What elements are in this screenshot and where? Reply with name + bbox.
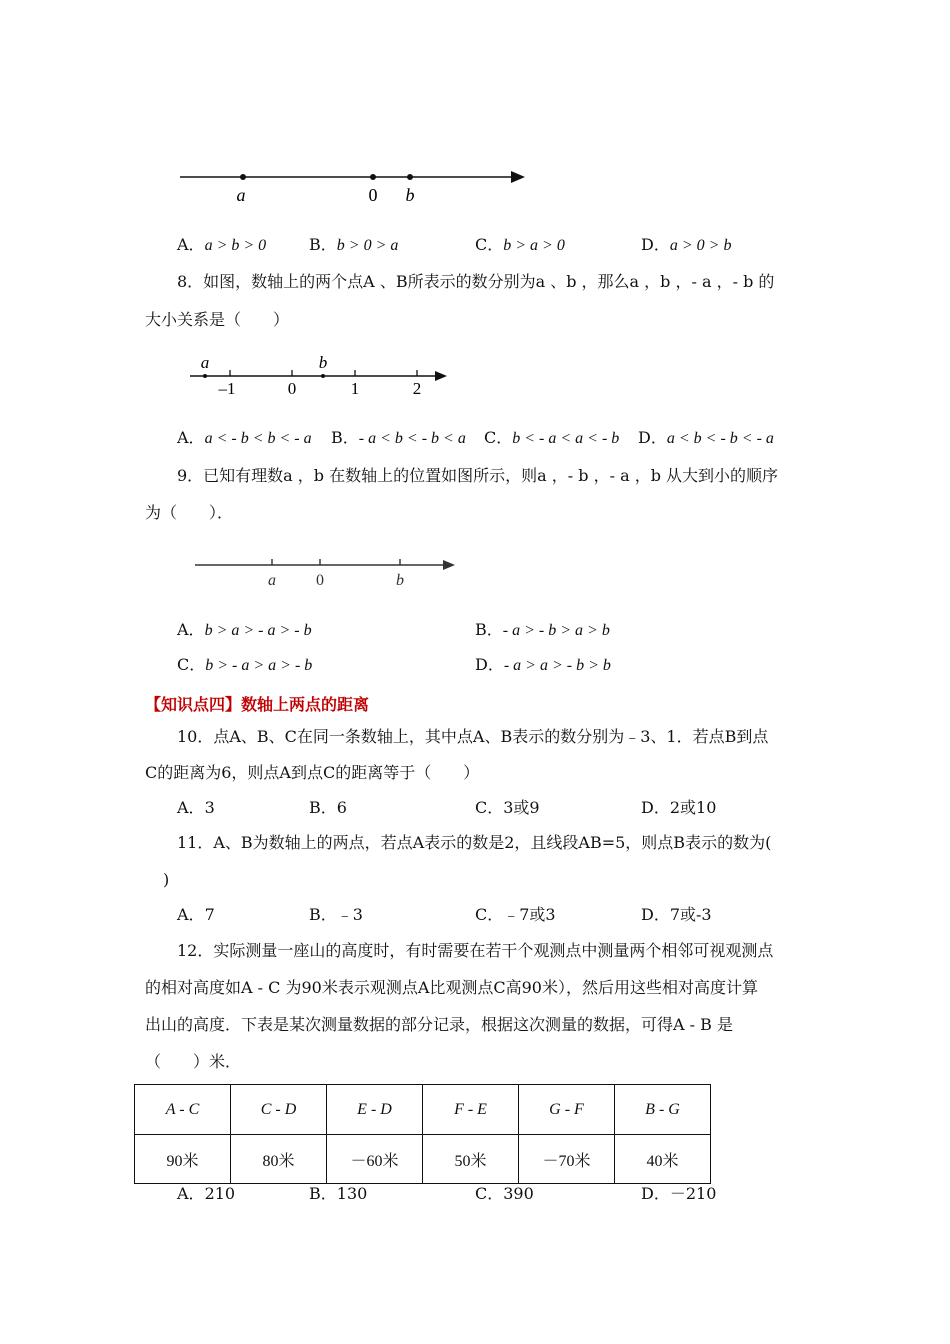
q12-stem-line4: （ ）米． bbox=[145, 1052, 242, 1071]
q10-option-d[interactable]: D．2或10 bbox=[641, 798, 717, 817]
point-a-dot bbox=[203, 374, 207, 378]
q12-option-a[interactable]: A．210 bbox=[177, 1184, 236, 1203]
table-row bbox=[135, 1135, 711, 1184]
tick-label-zero: 0 bbox=[287, 379, 297, 398]
table-cell: 50米 bbox=[423, 1135, 519, 1184]
q9-stem-line1: 9．已知有理数a ，b 在数轴上的位置如图所示，则a ，- b ，- a ，b 从大到小的顺序 bbox=[177, 466, 779, 485]
q10-stem-line2: C的距离为6，则点A到点C的距离等于（ ） bbox=[145, 763, 480, 782]
q10-option-a[interactable]: A．3 bbox=[177, 798, 215, 817]
table-header-row bbox=[135, 1085, 711, 1135]
point-zero-dot bbox=[370, 174, 376, 180]
q9-stem-line2: 为（ ）． bbox=[145, 503, 234, 522]
table-cell: 80米 bbox=[231, 1135, 327, 1184]
q11-option-c[interactable]: C．﹣7或3 bbox=[475, 905, 556, 924]
q9-option-c[interactable]: C．b > - a > a > - b bbox=[177, 655, 313, 674]
axis-arrow bbox=[435, 371, 447, 381]
measurement-table bbox=[134, 1084, 711, 1184]
q8-option-a[interactable]: A．a < - b < b < - a bbox=[177, 428, 312, 447]
label-a: a bbox=[200, 353, 210, 372]
q9-option-b[interactable]: B．- a > - b > a > b bbox=[475, 620, 610, 639]
label-zero: 0 bbox=[368, 185, 378, 205]
q7-option-d[interactable]: D．a > 0 > b bbox=[641, 235, 732, 254]
table-header-cell: F - E bbox=[423, 1085, 519, 1135]
label-b: b bbox=[318, 353, 328, 372]
q10-option-b[interactable]: B．6 bbox=[309, 798, 347, 817]
table-cell: －70米 bbox=[519, 1135, 615, 1184]
point-b-dot bbox=[321, 374, 325, 378]
label-a: a bbox=[268, 572, 276, 589]
q7-option-b[interactable]: B．b > 0 > a bbox=[309, 235, 399, 254]
q7-option-a[interactable]: A．a > b > 0 bbox=[177, 235, 267, 254]
table-header-cell: A - C bbox=[135, 1085, 231, 1135]
q9-option-d[interactable]: D．- a > a > - b > b bbox=[475, 655, 611, 674]
label-a: a bbox=[236, 185, 246, 205]
table-cell: －60米 bbox=[327, 1135, 423, 1184]
number-line-figure-q9 bbox=[190, 548, 460, 593]
table-header-cell: C - D bbox=[231, 1085, 327, 1135]
label-zero: 0 bbox=[316, 572, 324, 589]
q10-option-c[interactable]: C．3或9 bbox=[475, 798, 540, 817]
q8-option-c[interactable]: C．b < - a < a < - b bbox=[484, 428, 620, 447]
tick-label-two: 2 bbox=[412, 379, 422, 398]
q11-option-d[interactable]: D．7或-3 bbox=[641, 905, 712, 924]
table-cell: 90米 bbox=[135, 1135, 231, 1184]
table-cell: 40米 bbox=[615, 1135, 711, 1184]
q8-stem-line1: 8．如图，数轴上的两个点A 、B所表示的数分别为a 、b ，那么a ，b ，- a ，- b 的 bbox=[177, 272, 775, 291]
q11-stem-line2: ) bbox=[163, 870, 170, 889]
number-line-figure-q8 bbox=[185, 350, 455, 400]
table-header-cell: E - D bbox=[327, 1085, 423, 1135]
q8-option-d[interactable]: D．a < b < - b < - a bbox=[638, 428, 774, 447]
label-b: b bbox=[405, 185, 415, 205]
q12-stem-line1: 12．实际测量一座山的高度时，有时需要在若干个观测点中测量两个相邻可视观测点 bbox=[177, 941, 774, 960]
q7-option-c[interactable]: C．b > a > 0 bbox=[475, 235, 565, 254]
table-header-cell: B - G bbox=[615, 1085, 711, 1135]
q12-option-d[interactable]: D．－210 bbox=[641, 1184, 717, 1203]
point-a-dot bbox=[240, 174, 246, 180]
axis-arrow bbox=[443, 560, 455, 570]
tick-label-minus-one: –1 bbox=[218, 379, 236, 398]
q11-option-a[interactable]: A．7 bbox=[177, 905, 215, 924]
q11-option-b[interactable]: B．﹣3 bbox=[309, 905, 363, 924]
point-b-dot bbox=[407, 174, 413, 180]
q11-stem-line1: 11．A、B为数轴上的两点，若点A表示的数是2，且线段AB=5，则点B表示的数为( bbox=[177, 833, 772, 852]
q8-stem-line2: 大小关系是（ ） bbox=[145, 310, 290, 329]
q9-option-a[interactable]: A．b > a > - a > - b bbox=[177, 620, 312, 639]
number-line-figure-q7 bbox=[170, 160, 540, 210]
q8-option-b[interactable]: B．- a < b < - b < a bbox=[331, 428, 466, 447]
tick-label-one: 1 bbox=[350, 379, 360, 398]
q12-option-b[interactable]: B．130 bbox=[309, 1184, 368, 1203]
q12-stem-line3: 出山的高度．下表是某次测量数据的部分记录，根据这次测量的数据，可得A - B 是 bbox=[145, 1015, 733, 1034]
axis-arrow bbox=[511, 171, 525, 183]
q10-stem-line1: 10．点A、B、C在同一条数轴上，其中点A、B表示的数分别为﹣3、1．若点B到点 bbox=[177, 727, 769, 746]
q12-stem-line2: 的相对高度如A - C 为90米表示观测点A比观测点C高90米），然后用这些相对高度计算 bbox=[145, 978, 758, 997]
table-header-cell: G - F bbox=[519, 1085, 615, 1135]
section-heading: 【知识点四】数轴上两点的距离 bbox=[145, 695, 370, 714]
label-b: b bbox=[396, 572, 404, 589]
q12-option-c[interactable]: C．390 bbox=[475, 1184, 534, 1203]
